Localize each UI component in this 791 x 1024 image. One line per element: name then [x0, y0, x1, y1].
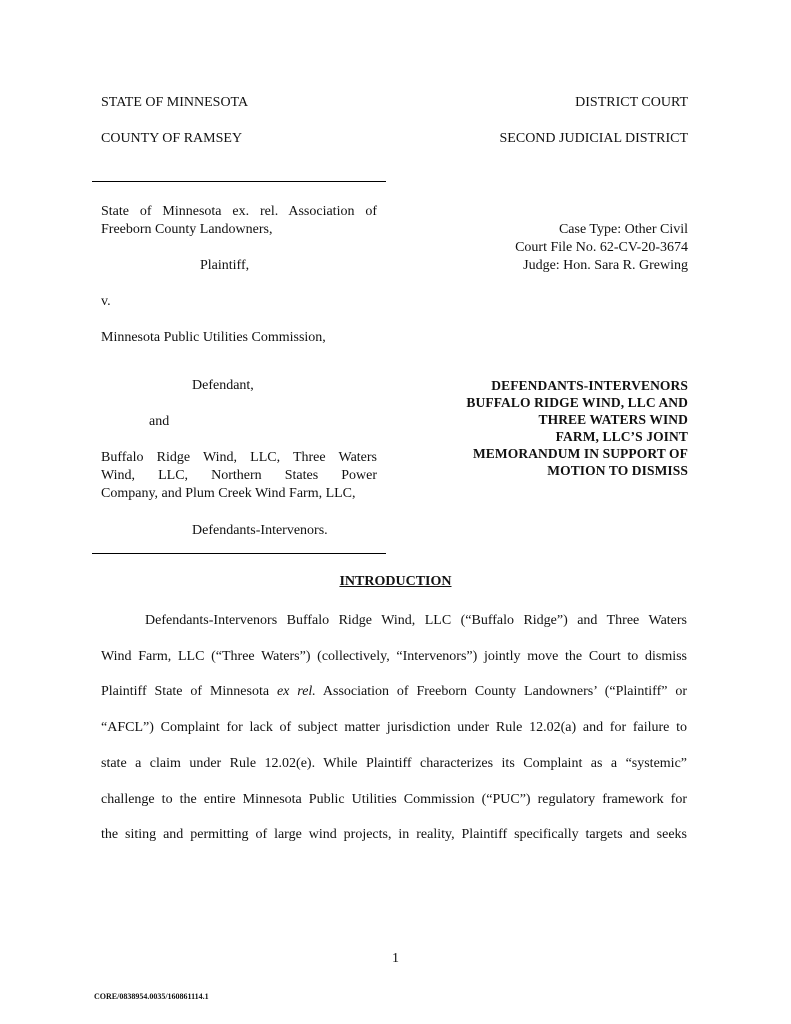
versus: v. — [101, 294, 111, 309]
defendant-name: Minnesota Public Utilities Commission, — [101, 330, 326, 345]
plaintiff-name-line2: Freeborn County Landowners, — [101, 222, 273, 237]
paragraph-line: “AFCL”) Complaint for lack of subject matter jurisdiction under Rule 12.02(a) and for failure to — [101, 720, 687, 736]
court-name: DISTRICT COURT — [575, 95, 688, 110]
plaintiff-name-line1: State of Minnesota ex. rel. Association of — [101, 204, 377, 219]
defendant-label: Defendant, — [192, 378, 254, 393]
paragraph-line: the siting and permitting of large wind projects, in reality, Plaintiff specifically targets and seeks — [101, 827, 687, 843]
case-type: Case Type: Other Civil — [558, 222, 688, 237]
intervenors-line3: Company, and Plum Creek Wind Farm, LLC, — [101, 486, 356, 501]
intervenors-line2: Wind, LLC, Northern States Power — [101, 468, 377, 483]
caption-bottom-rule — [92, 553, 386, 554]
and-connector: and — [149, 414, 170, 429]
document-title-line: MOTION TO DISMISS — [547, 463, 688, 478]
paragraph-text: Plaintiff State of Minnesota — [101, 684, 277, 700]
page-number: 1 — [392, 951, 399, 966]
plaintiff-label: Plaintiff, — [200, 258, 250, 273]
document-title-line: DEFENDANTS-INTERVENORS — [491, 378, 688, 393]
document-title — [400, 377, 688, 479]
court-state: STATE OF MINNESOTA — [101, 95, 249, 110]
intervenors-line1: Buffalo Ridge Wind, LLC, Three Waters — [101, 450, 377, 465]
italic-term: ex rel. — [276, 684, 316, 700]
caption-top-rule — [92, 181, 386, 182]
intervenors-label: Defendants-Intervenors. — [192, 523, 328, 538]
paragraph-line: state a claim under Rule 12.02(e). While Plaintiff characterizes its Complaint as a “systemic” — [101, 755, 687, 771]
judge-name: Judge: Hon. Sara R. Grewing — [523, 258, 688, 273]
paragraph-line — [101, 674, 687, 710]
paragraph-text: Association of Freeborn County Landowners’ (“Plaintiff” or — [315, 684, 688, 700]
document-title-line: BUFFALO RIDGE WIND, LLC AND — [466, 395, 688, 410]
document-title-line: FARM, LLC’S JOINT — [555, 429, 688, 444]
court-county: COUNTY OF RAMSEY — [101, 131, 243, 146]
section-heading: INTRODUCTION — [339, 574, 452, 589]
paragraph-line: challenge to the entire Minnesota Public Utilities Commission (“PUC”) regulatory framework for — [101, 791, 687, 807]
document-id-footer: CORE/0838954.0035/160861114.1 — [94, 992, 209, 1001]
introduction-paragraph — [101, 603, 687, 853]
document-title-line: THREE WATERS WIND — [538, 412, 688, 427]
paragraph-line: Defendants-Intervenors Buffalo Ridge Wind, LLC (“Buffalo Ridge”) and Three Waters — [145, 613, 687, 628]
document-title-line: MEMORANDUM IN SUPPORT OF — [472, 446, 688, 461]
court-district: SECOND JUDICIAL DISTRICT — [499, 131, 688, 146]
paragraph-line: Wind Farm, LLC (“Three Waters”) (collectively, “Intervenors”) jointly move the Court to dismiss — [101, 648, 687, 664]
court-file-number: Court File No. 62-CV-20-3674 — [515, 240, 688, 255]
